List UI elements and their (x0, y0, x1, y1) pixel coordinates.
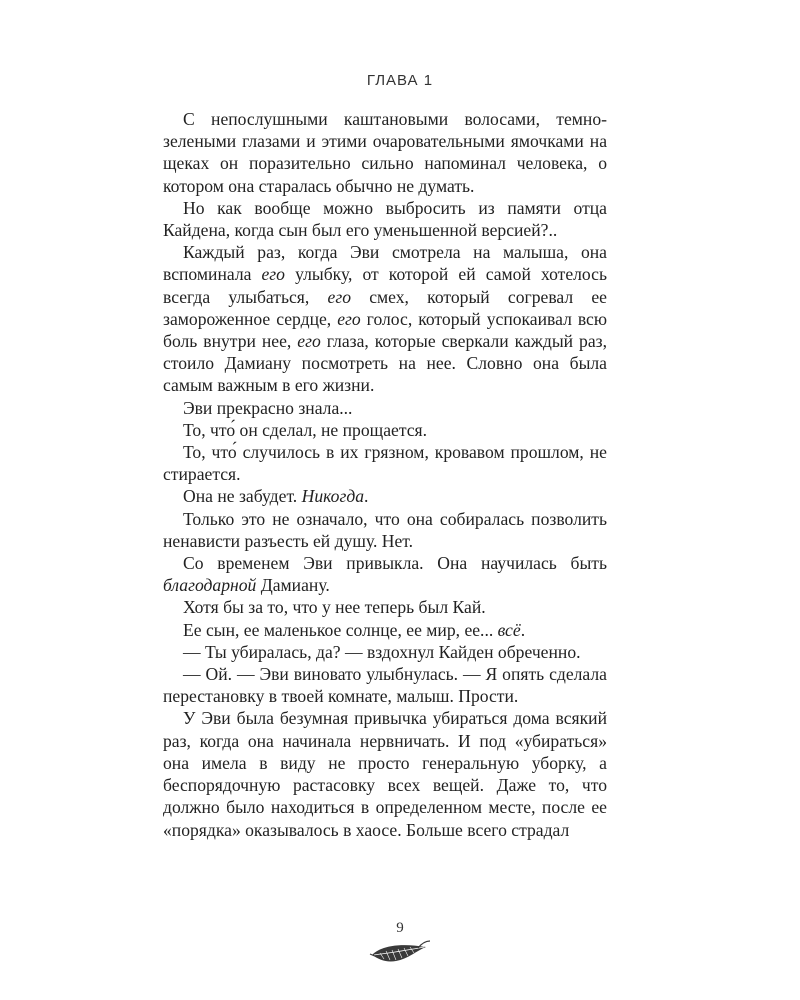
text-run: С непослушными каштановыми волосами, темно-зелеными глазами и этими очаровательными ямочками на щеках он поразительно сильно напоминал человека, о котором она старалась обычно не думать. (163, 109, 607, 196)
feather-ornament-icon (368, 939, 432, 967)
text-run: . (364, 486, 369, 507)
text-run: Дамиану. (256, 575, 330, 596)
text-run: То, что́ он сделал, не прощается. (183, 419, 428, 440)
text-run: улыбку, от которой ей самой хотелось всегда улыбаться, (163, 264, 607, 307)
page-number: 9 (396, 920, 404, 936)
emphasis-text: его (261, 264, 285, 285)
paragraph (163, 641, 607, 663)
text-run: — Ты убиралась, да? — вздохнул Кайден обреченно. (183, 641, 581, 662)
paragraph (163, 197, 607, 241)
text-run: Только это не означало, что она собиралась позволить ненависти разъесть ей душу. Нет. (163, 508, 607, 551)
text-run: — Ой. — Эви виновато улыбнулась. — Я опять сделала перестановку в твоей комнате, малыш. Прости. (163, 664, 607, 707)
text-run: Но как вообще можно выбросить из памяти отца Кайдена, когда сын был его уменьшенной версией?.. (163, 197, 607, 241)
paragraph (163, 707, 607, 840)
text-run: Эви прекрасно знала... (183, 397, 353, 418)
emphasis-text: благодарной (163, 575, 257, 596)
paragraph (163, 619, 607, 641)
paragraph (163, 241, 607, 396)
paragraph (163, 663, 607, 707)
paragraph (163, 508, 607, 552)
body-text (163, 108, 607, 841)
paragraph (163, 552, 607, 596)
text-run: У Эви была безумная привычка убираться дома всякий раз, когда она начинала нервничать. И под «убираться» она имела в виду не просто генеральную уборку, а беспорядочную растасовку всех вещей. Даже то, что должно было находиться в определенном месте, после ее «порядка» оказывалось в хаосе. Больше всего страдал (163, 708, 607, 840)
text-run: Ее сын, ее маленькое солнце, ее мир, ее... (183, 619, 498, 640)
paragraph (163, 596, 607, 618)
paragraph (163, 108, 607, 197)
paragraph (163, 441, 607, 485)
text-run: Со временем Эви привыкла. Она научилась быть (183, 553, 607, 574)
emphasis-text: всё (497, 619, 521, 640)
chapter-header: ГЛАВА 1 (366, 72, 434, 89)
paragraph (163, 485, 607, 507)
text-run: Хотя бы за то, что у нее теперь был Кай. (183, 597, 486, 618)
emphasis-text: его (327, 286, 352, 307)
text-run: Каждый раз, когда Эви смотрела на малыша, она вспоминала (163, 242, 607, 285)
text-run: голос, который успокаивал всю боль внутри нее, (163, 308, 607, 352)
text-run: . (520, 619, 526, 640)
emphasis-text: Никогда (301, 486, 365, 507)
text-run: То, что́ случилось в их грязном, кровавом прошлом, не стирается. (163, 442, 607, 485)
paragraph (163, 419, 607, 441)
page-footer (0, 920, 800, 967)
emphasis-text: его (337, 308, 361, 329)
emphasis-text: его (297, 331, 321, 352)
text-run: глаза, которые сверкали каждый раз, стоило Дамиану посмотреть на нее. Словно она была самым важным в его жизни. (163, 331, 607, 396)
paragraph (163, 397, 607, 419)
text-run: Она не забудет. (183, 486, 302, 507)
text-run: смех, который согревал ее замороженное сердце, (163, 286, 607, 329)
